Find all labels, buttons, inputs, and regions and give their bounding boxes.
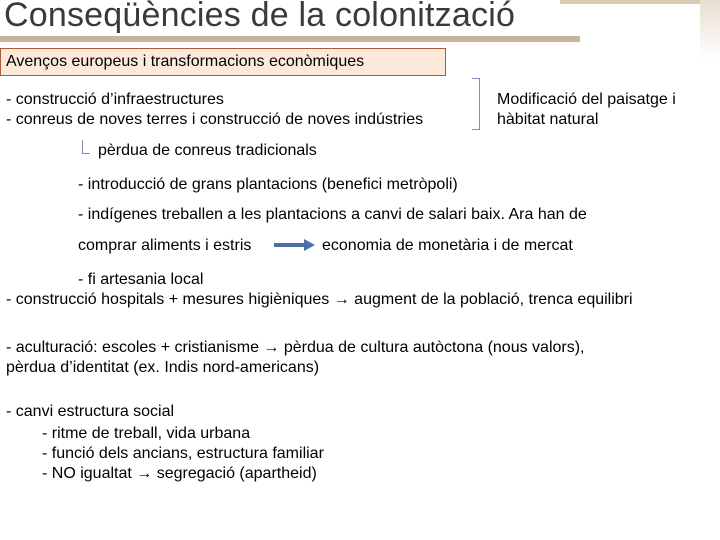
corner-rule [560, 0, 720, 4]
line-economia: economia de monetària i de mercat [322, 237, 573, 254]
line-perdua-conreus: pèrdua de conreus tradicionals [98, 142, 317, 159]
page-title: Conseqüències de la colonització [4, 0, 516, 34]
line-conreus: - conreus de noves terres i construcció de noves indústries [6, 111, 424, 128]
line-hospitals: - construcció hospitals + mesures higièniques → augment de la població, trenca equilibri [6, 291, 633, 308]
line-artesania: - fi artesania local [78, 271, 204, 288]
line-estructura-social: - canvi estructura social [6, 403, 175, 420]
line-igualtat: - NO igualtat → segregació (apartheid) [42, 465, 317, 482]
line-comprar: comprar aliments i estris [78, 237, 252, 254]
line-indigenes: - indígenes treballen a les plantacions a canvi de salari baix. Ara han de [78, 206, 587, 223]
line-aculturacio-2: pèrdua d’identitat (ex. Indis nord-americans) [6, 359, 320, 376]
line-modificacio-1: Modificació del paisatge i [497, 91, 676, 108]
line-ritme: - ritme de treball, vida urbana [42, 425, 251, 442]
title-underline [0, 36, 580, 42]
line-modificacio-2: hàbitat natural [497, 111, 599, 128]
line-aculturacio-1: - aculturació: escoles + cristianisme → pèrdua de cultura autòctona (nous valors), [6, 339, 585, 356]
bracket-connector [472, 78, 480, 130]
subtitle: Avenços europeus i transformacions econòmiques [6, 53, 365, 70]
corner-decoration [700, 0, 720, 60]
line-plantacions: - introducció de grans plantacions (benefici metròpoli) [78, 176, 458, 193]
line-infraestructures: - construcció d’infraestructures [6, 91, 224, 108]
line-ancians: - funció dels ancians, estructura familiar [42, 445, 324, 462]
elbow-connector [82, 140, 90, 154]
right-arrow-icon [272, 238, 316, 252]
